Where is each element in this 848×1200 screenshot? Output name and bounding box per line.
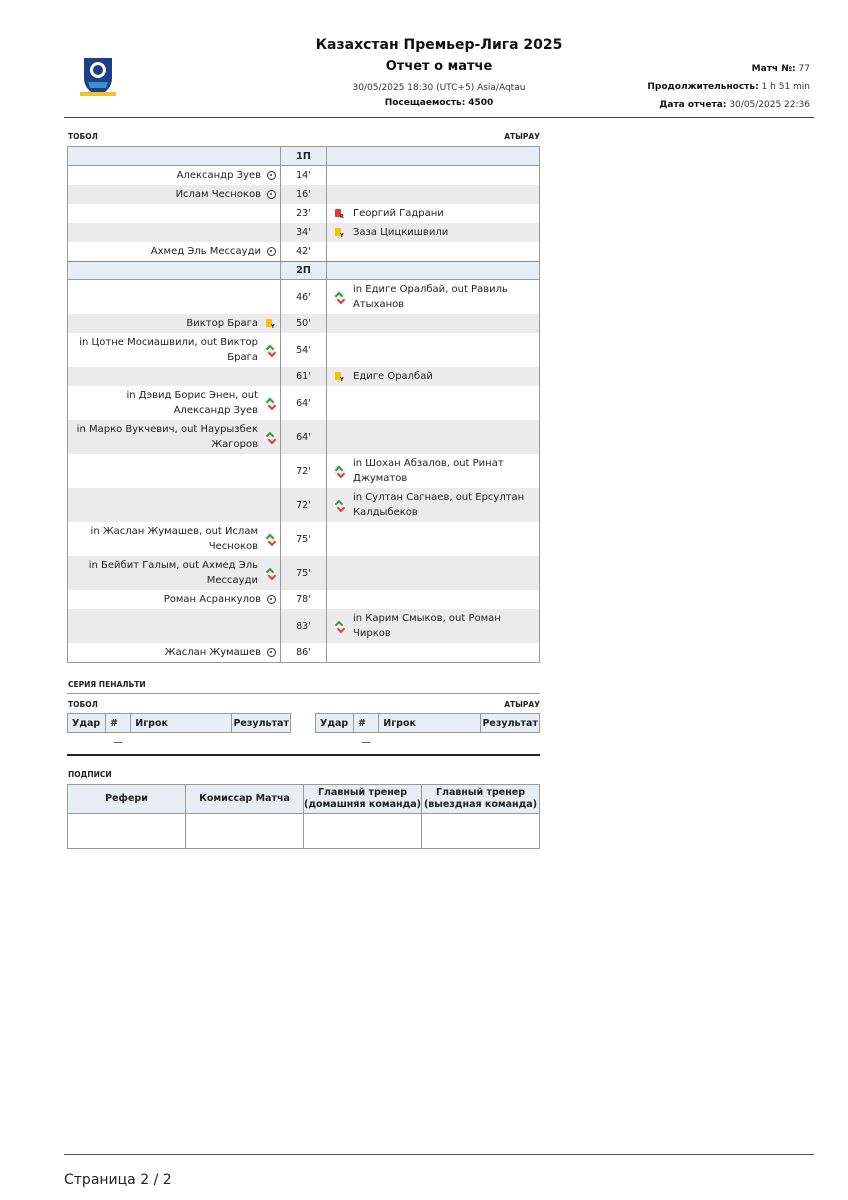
home-event-text: in Бейбит Галым, out Ахмед Эль Мессауди	[88, 560, 258, 586]
event-row	[68, 488, 539, 522]
red-card-icon	[333, 208, 345, 220]
home-event-text: in Жаслан Жумашев, out Ислам Чесноков	[90, 526, 258, 552]
event-row	[68, 420, 539, 454]
event-minute: 46'	[280, 280, 327, 314]
event-minute: 72'	[280, 454, 327, 488]
substitution-icon	[264, 533, 276, 545]
event-minute: 78'	[280, 590, 327, 609]
goal-icon	[267, 247, 276, 256]
col-result: Результат	[481, 714, 540, 733]
event-minute: 16'	[280, 185, 327, 204]
event-row	[68, 522, 539, 556]
away-event-text: Георгий Гадрани	[353, 208, 444, 219]
event-minute: 50'	[280, 314, 327, 333]
page-number: Страница 2 / 2	[64, 1172, 172, 1188]
events-table	[67, 146, 540, 663]
match-number: Матч №: 77	[751, 64, 810, 74]
sig-box	[68, 814, 186, 849]
penalty-away-team: АТЫРАУ	[504, 700, 540, 709]
away-team-name: АТЫРАУ	[504, 132, 540, 141]
away-event-text: Заза Цицкишвили	[353, 227, 449, 238]
penalty-home-empty: —	[113, 737, 124, 749]
col-player: Игрок	[131, 714, 232, 733]
event-minute: 23'	[280, 204, 327, 223]
event-row	[68, 185, 539, 204]
home-event-text: Виктор Брага	[186, 318, 258, 329]
goal-icon	[267, 190, 276, 199]
away-event-text: in Карим Смыков, out Роман Чирков	[353, 613, 501, 639]
signatures-title: ПОДПИСИ	[68, 770, 112, 779]
report-date: Дата отчета: 30/05/2025 22:36	[659, 100, 810, 110]
event-row	[68, 166, 539, 185]
away-event-text: Едиге Оралбай	[353, 371, 433, 382]
signatures-table	[67, 784, 540, 849]
event-minute: 34'	[280, 223, 327, 242]
event-row	[68, 280, 539, 314]
penalty-section-title: СЕРИЯ ПЕНАЛЬТИ	[68, 680, 146, 689]
match-duration: Продолжительность: 1 h 51 min	[647, 82, 810, 92]
home-event-text: in Дэвид Борис Энен, out Александр Зуев	[126, 390, 258, 416]
away-event-text: in Едиге Оралбай, out Равиль Атыханов	[353, 284, 508, 310]
col-number: #	[105, 714, 130, 733]
event-minute: 54'	[280, 333, 327, 367]
event-row	[68, 590, 539, 609]
home-event-text: in Цотне Мосиашвили, out Виктор Брага	[79, 337, 258, 363]
substitution-icon	[333, 291, 345, 303]
col-number: #	[353, 714, 378, 733]
col-player: Игрок	[379, 714, 481, 733]
sig-referee: Рефери	[68, 785, 186, 814]
away-event-text: in Султан Сагнаев, out Ерсултан Калдыбеков	[353, 492, 525, 518]
home-event-text: Жаслан Жумашев	[164, 647, 261, 658]
goal-icon	[267, 648, 276, 657]
event-minute: 72'	[280, 488, 327, 522]
event-row	[68, 386, 539, 420]
goal-icon	[267, 595, 276, 604]
report-header	[64, 30, 814, 118]
home-event-text: Александр Зуев	[176, 170, 261, 181]
half-header-row	[68, 261, 539, 280]
sig-commissioner: Комиссар Матча	[186, 785, 304, 814]
sig-away-coach: Главный тренер (выездная команда)	[422, 785, 540, 814]
footer-divider	[64, 1154, 814, 1155]
penalty-team-names	[68, 700, 540, 712]
event-row	[68, 204, 539, 223]
event-row	[68, 609, 539, 643]
yellow-card-icon	[333, 227, 345, 239]
attendance: Посещаемость: 4500	[384, 98, 494, 108]
substitution-icon	[264, 567, 276, 579]
event-row	[68, 333, 539, 367]
away-event-text: in Шохан Абзалов, out Ринат Джуматов	[353, 458, 504, 484]
penalty-divider	[67, 693, 540, 694]
home-event-text: Ахмед Эль Мессауди	[150, 246, 261, 257]
event-minute: 42'	[280, 242, 327, 261]
half-label: 1П	[280, 147, 327, 165]
event-row	[68, 556, 539, 590]
event-minute: 14'	[280, 166, 327, 185]
substitution-icon	[333, 620, 345, 632]
goal-icon	[267, 171, 276, 180]
home-event-text: in Марко Вукчевич, out Наурызбек Жагоров	[76, 424, 258, 450]
home-team-name: ТОБОЛ	[68, 132, 98, 141]
event-minute: 86'	[280, 643, 327, 662]
event-minute: 75'	[280, 522, 327, 556]
event-minute: 75'	[280, 556, 327, 590]
team-names	[68, 132, 540, 144]
event-row	[68, 223, 539, 242]
yellow-card-icon	[333, 371, 345, 383]
header-divider	[64, 117, 814, 118]
event-minute: 64'	[280, 386, 327, 420]
event-row	[68, 242, 539, 261]
event-row	[68, 643, 539, 662]
substitution-icon	[264, 344, 276, 356]
col-shot: Удар	[316, 714, 354, 733]
report-subtitle: Отчет о матче	[385, 59, 493, 74]
half-label: 2П	[280, 262, 327, 279]
home-event-text: Роман Асранкулов	[163, 594, 261, 605]
penalty-bottom-rule	[67, 754, 540, 756]
penalty-table-away	[315, 713, 540, 753]
event-minute: 64'	[280, 420, 327, 454]
event-minute: 61'	[280, 367, 327, 386]
substitution-icon	[264, 397, 276, 409]
sig-home-coach: Главный тренер (домашняя команда)	[304, 785, 422, 814]
penalty-home-team: ТОБОЛ	[68, 700, 98, 709]
league-title: Казахстан Премьер-Лига 2025	[315, 37, 563, 53]
substitution-icon	[333, 499, 345, 511]
home-event-text: Ислам Чесноков	[175, 189, 261, 200]
substitution-icon	[264, 431, 276, 443]
penalty-table-home	[67, 713, 291, 753]
match-meta	[647, 62, 810, 116]
sig-box	[186, 814, 304, 849]
col-result: Результат	[232, 714, 291, 733]
event-row	[68, 314, 539, 333]
event-minute: 83'	[280, 609, 327, 643]
col-shot: Удар	[68, 714, 106, 733]
substitution-icon	[333, 465, 345, 477]
match-datetime: 30/05/2025 18:30 (UTC+5) Asia/Aqtau	[352, 83, 526, 93]
league-logo-icon	[78, 52, 118, 98]
penalty-away-empty: —	[361, 737, 372, 749]
event-row	[68, 367, 539, 386]
yellow-card-icon	[264, 318, 276, 330]
half-header-row	[68, 147, 539, 166]
event-row	[68, 454, 539, 488]
sig-box	[304, 814, 422, 849]
sig-box	[422, 814, 540, 849]
